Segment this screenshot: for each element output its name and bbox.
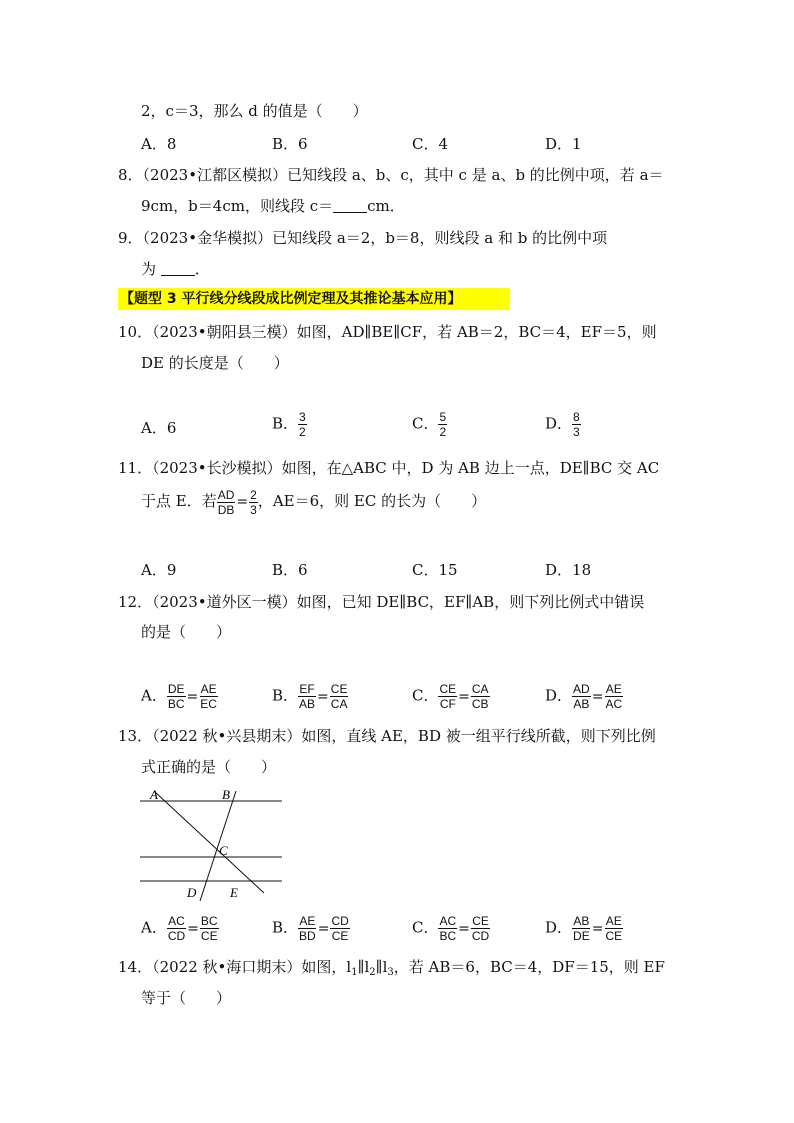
q8-line2: 9cm，b＝4cm，则线段 c＝ cm． xyxy=(141,197,405,215)
q13-option-a[interactable]: A． $\frac{AC}{CD}$ = $\frac{BC}{CE}$ xyxy=(141,914,218,943)
q10-line2: DE 的长度是（ ） xyxy=(141,354,289,372)
q12-option-a[interactable]: A． $\frac{DE}{BC}$ = $\frac{AE}{EC}$ xyxy=(141,682,217,711)
q12-option-d[interactable]: D． $\frac{AD}{AB}$ = $\frac{AE}{AC}$ xyxy=(545,682,623,711)
q12-option-b[interactable]: B． $\frac{EF}{AB}$ = $\frac{CE}{CA}$ xyxy=(272,682,348,711)
q10-option-c[interactable]: C． $\frac{5}{2}$ xyxy=(412,410,447,439)
q11-option-c[interactable]: C．15 xyxy=(412,561,458,579)
q11-line1: 11．（2023•长沙模拟）如图，在△ABC 中，D 为 AB 边上一点，DE∥BC 交 AC xyxy=(118,459,660,477)
label-a: A xyxy=(150,787,158,802)
q9-answer-blank[interactable] xyxy=(161,261,195,276)
label-d: D xyxy=(187,885,197,900)
q10-option-b[interactable]: B． $\frac{3}{2}$ xyxy=(272,410,306,439)
q7-option-a[interactable]: A．8 xyxy=(141,135,177,153)
q14-line2: 等于（ ） xyxy=(141,989,232,1007)
q7-option-d[interactable]: D．1 xyxy=(545,135,582,153)
q10-fraction-c: $\frac{5}{2}$ xyxy=(439,410,447,439)
q9-line2: 为 ． xyxy=(141,260,210,278)
label-e: E xyxy=(230,885,238,900)
q13-line2: 式正确的是（ ） xyxy=(141,758,277,776)
q10-fraction-d: $\frac{8}{3}$ xyxy=(573,410,580,439)
q13-figure xyxy=(130,783,290,903)
q12-option-c[interactable]: C． $\frac{CE}{CF}$ = $\frac{CA}{CB}$ xyxy=(412,682,489,711)
q11-option-a[interactable]: A．9 xyxy=(141,561,177,579)
q11-line2: 于点 E．若 $\frac{AD}{DB}$ = $\frac{2}{3}$ ，AE＝6，则 EC 的长为（ ） xyxy=(141,487,487,517)
line-ae xyxy=(154,791,264,893)
section-heading: 【题型 3 平行线分线段成比例定理及其推论基本应用】 xyxy=(118,288,510,310)
q13-line1: 13．（2022 秋•兴县期末）如图，直线 AE，BD 被一组平行线所截，则下列比例 xyxy=(118,727,656,745)
q11-option-d[interactable]: D．18 xyxy=(545,561,592,579)
q7-continuation: 2，c＝3，那么 d 的值是（ ） xyxy=(141,102,368,120)
q14-line1: 14．（2022 秋•海口期末）如图，$l_1\parallel l_2\parallel l_3$，若 AB＝6，BC＝4，DF＝15，则 EF xyxy=(118,958,665,978)
q11-fraction-ad-db: $\frac{AD}{DB}$ xyxy=(217,487,235,517)
q13-option-d[interactable]: D． $\frac{AB}{DE}$ = $\frac{AE}{CE}$ xyxy=(545,914,623,943)
q12-line2: 的是（ ） xyxy=(141,623,232,641)
q12-line1: 12．（2023•道外区一模）如图，已知 DE∥BC，EF∥AB，则下列比例式中错误 xyxy=(118,593,645,611)
q13-option-b[interactable]: B． $\frac{AE}{BD}$ = $\frac{CD}{CE}$ xyxy=(272,914,349,943)
q10-option-a[interactable]: A．6 xyxy=(141,419,177,437)
q13-option-c[interactable]: C． $\frac{AC}{BC}$ = $\frac{CE}{CD}$ xyxy=(412,914,490,943)
q9-line1: 9．（2023•金华模拟）已知线段 a＝2，b＝8，则线段 a 和 b 的比例中项 xyxy=(118,229,608,247)
label-c: C xyxy=(219,843,228,858)
q10-line1: 10．（2023•朝阳县三模）如图，AD∥BE∥CF，若 AB＝2，BC＝4，EF＝5，则 xyxy=(118,323,657,341)
q8-answer-blank[interactable] xyxy=(333,198,367,213)
q11-fraction-2-3: $\frac{2}{3}$ xyxy=(250,487,257,517)
q8-line1: 8．（2023•江都区模拟）已知线段 a、b、c，其中 c 是 a、b 的比例中项，若 a＝ xyxy=(118,166,664,184)
q7-option-b[interactable]: B．6 xyxy=(272,135,308,153)
q10-option-d[interactable]: D． $\frac{8}{3}$ xyxy=(545,410,580,439)
q10-fraction-b: $\frac{3}{2}$ xyxy=(299,410,306,439)
label-b: B xyxy=(222,787,230,802)
q11-option-b[interactable]: B．6 xyxy=(272,561,308,579)
q7-option-c[interactable]: C．4 xyxy=(412,135,449,153)
